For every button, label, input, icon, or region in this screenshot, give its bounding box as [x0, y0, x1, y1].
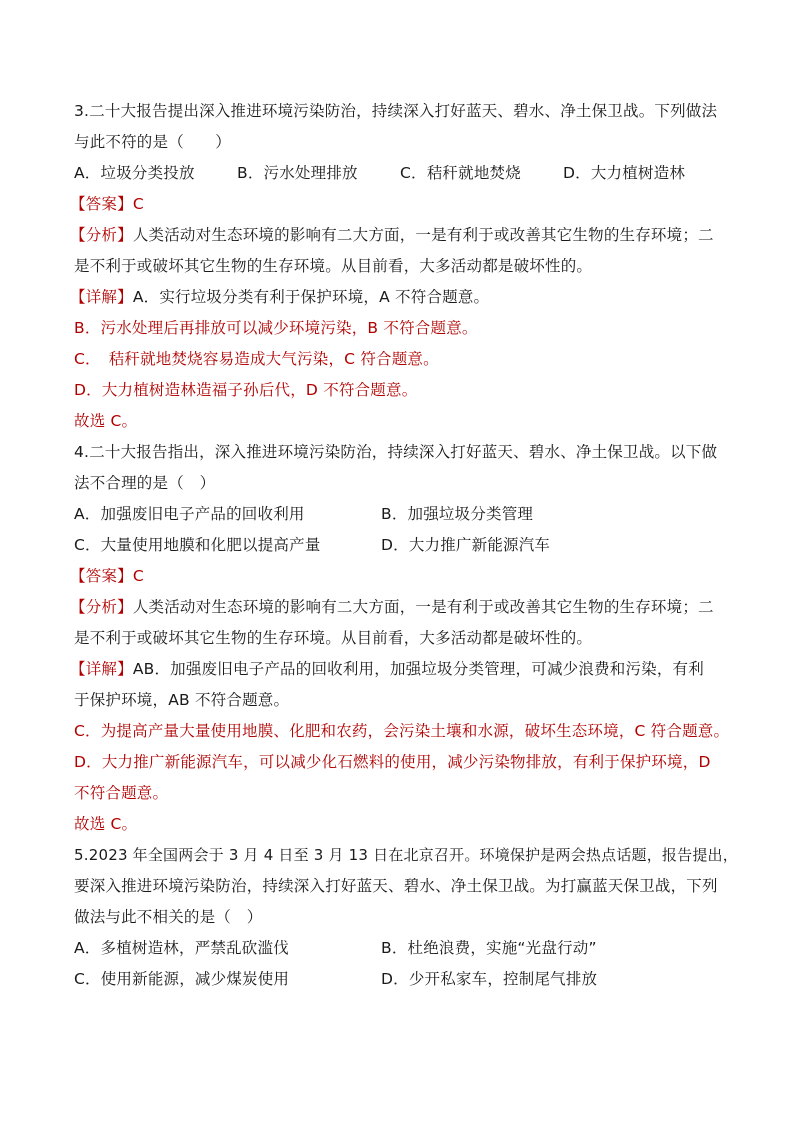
q4-option-c: C．大量使用地膜和化肥以提高产量: [74, 536, 321, 554]
q4-analysis-tag: 【分析】: [70, 598, 133, 616]
q5-option-d: D．少开私家车，控制尾气排放: [381, 970, 598, 988]
q3-answer-tag: 【答案】: [70, 195, 133, 213]
q3-option-d: D．大力植树造林: [563, 164, 686, 182]
q3-analysis-tag: 【分析】: [70, 226, 133, 244]
q4-detail-line-3b: 不符合题意。: [74, 784, 169, 802]
q5-stem-line-2: 要深入推进环境污染防治，持续深入打好蓝天、碧水、净土保卫战。为打赢蓝天保卫战，下列: [74, 877, 718, 895]
q4-detail-line-2: C．为提高产量大量使用地膜、化肥和农药，会污染土壤和水源，破坏生态环境，C 符合题意。: [74, 722, 730, 740]
q4-conclusion: 故选 C。: [74, 815, 138, 833]
q4-detail-line-3a: D．大力推广新能源汽车，可以减少化石燃料的使用，减少污染物排放，有利于保护环境，D: [74, 753, 711, 771]
q3-option-b: B．污水处理排放: [237, 164, 358, 182]
q4-detail-line-1: [70, 654, 726, 685]
q4-stem-line-1: 4.二十大报告指出，深入推进环境污染防治，持续深入打好蓝天、碧水、净土保卫战。以下做: [74, 443, 718, 461]
q3-detail-line-2: B．污水处理后再排放可以减少环境污染，B 不符合题意。: [74, 319, 478, 337]
q3-analysis-text-1: 人类活动对生态环境的影响有二大方面，一是有利于或改善其它生物的生存环境；二: [132, 226, 714, 244]
q3-analysis-line-2: 是不利于或破坏其它生物的生存环境。从目前看，大多活动都是破坏性的。: [74, 257, 593, 275]
q4-options-row-1: [74, 499, 726, 530]
q5-stem-line-3: 做法与此不相关的是（ ）: [74, 908, 263, 926]
q4-analysis-text-1: 人类活动对生态环境的影响有二大方面，一是有利于或改善其它生物的生存环境；二: [132, 598, 714, 616]
q4-detail-tag: 【详解】: [70, 660, 133, 678]
q4-answer-tag: 【答案】: [70, 567, 133, 585]
q3-stem-line-2: 与此不符的是（ ）: [74, 133, 232, 151]
q4-detail-line-1b: 于保护环境，AB 不符合题意。: [74, 691, 290, 709]
q5-option-c: C．使用新能源，减少煤炭使用: [74, 970, 290, 988]
q5-option-a: A．多植树造林，严禁乱砍滥伐: [74, 939, 289, 957]
q5-options-row-2: [74, 964, 726, 995]
q4-analysis-line-2: 是不利于或破坏其它生物的生存环境。从目前看，大多活动都是破坏性的。: [74, 629, 593, 647]
q3-answer-value: C: [132, 195, 144, 213]
q3-option-a: A．垃圾分类投放: [74, 164, 195, 182]
q4-option-b: B．加强垃圾分类管理: [381, 505, 534, 523]
q3-option-c: C．秸秆就地焚烧: [400, 164, 521, 182]
q3-detail-text-1: A．实行垃圾分类有利于保护环境，A 不符合题意。: [132, 288, 490, 306]
q5-stem-line-1: 5.2023 年全国两会于 3 月 4 日至 3 月 13 日在北京召开。环境保护是两会热点话题，报告提出，: [74, 846, 738, 864]
q5-option-b: B．杜绝浪费，实施“光盘行动”: [381, 939, 597, 957]
document-body: [70, 96, 738, 995]
q4-stem-line-2: 法不合理的是（ ）: [74, 474, 216, 492]
q4-answer: [70, 561, 726, 592]
q3-detail-line-3: C． 秸秆就地焚烧容易造成大气污染，C 符合题意。: [74, 350, 439, 368]
q4-option-a: A．加强废旧电子产品的回收利用: [74, 505, 305, 523]
q3-conclusion: 故选 C。: [74, 412, 138, 430]
q4-option-d: D．大力推广新能源汽车: [381, 536, 551, 554]
q4-detail-text-1a: AB．加强废旧电子产品的回收利用，加强垃圾分类管理，可减少浪费和污染，有利: [132, 660, 704, 678]
q3-detail-tag: 【详解】: [70, 288, 133, 306]
q5-options-row-1: [74, 933, 726, 964]
q3-stem-line-1: 3.二十大报告提出深入推进环境污染防治，持续深入打好蓝天、碧水、净土保卫战。下列做法: [74, 102, 718, 120]
q3-detail-line-1: [70, 282, 726, 313]
q4-analysis-line-1: [70, 592, 726, 623]
q3-analysis-line-1: [70, 220, 726, 251]
q3-options: [74, 158, 726, 189]
q3-answer: [70, 189, 726, 220]
q4-answer-value: C: [132, 567, 144, 585]
q4-options-row-2: [74, 530, 726, 561]
q3-detail-line-4: D．大力植树造林造福子孙后代，D 不符合题意。: [74, 381, 418, 399]
